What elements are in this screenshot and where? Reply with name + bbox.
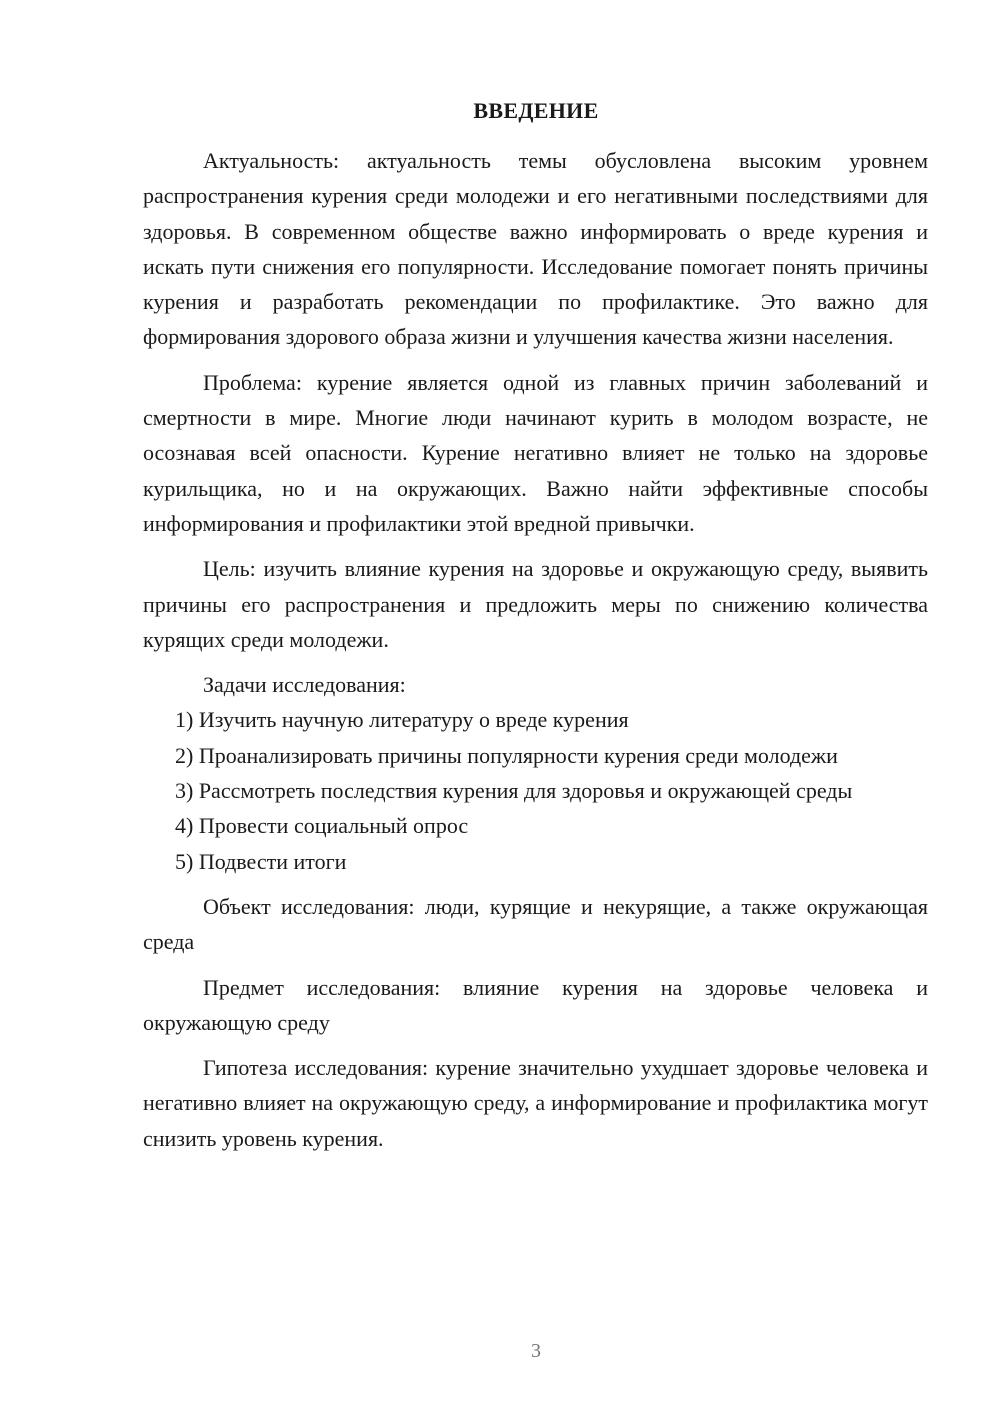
task-item: 5) Подвести итоги (175, 848, 347, 874)
tasks-heading: Задачи исследования: (203, 672, 406, 698)
task-item: 1) Изучить научную литературу о вреде курения (175, 707, 629, 733)
problem-paragraph: Проблема: курение является одной из главных причин заболеваний и смертности в мире. Многие люди начинают курить в молодом возрасте, не осознавая всей опасности. Курение негативно влияет не только на здоровье курильщика, но и на окружающих. Важно найти эффективные способы информирования и профилактики этой вредной привычки. (143, 369, 928, 536)
task-item: 3) Рассмотреть последствия курения для здоровья и окружающей среды (175, 778, 853, 804)
task-item: 4) Провести социальный опрос (175, 813, 469, 839)
goal-paragraph: Цель: изучить влияние курения на здоровье и окружающую среду, выявить причины его распространения и предложить меры по снижению количества курящих среди молодежи. (143, 556, 928, 652)
page-number: 3 (531, 1340, 541, 1362)
document-body (143, 143, 928, 1156)
task-item: 2) Проанализировать причины популярности курения среди молодежи (175, 742, 838, 768)
subject-paragraph: Предмет исследования: влияние курения на здоровье человека и окружающую среду (143, 974, 928, 1035)
section-title: ВВЕДЕНИЕ (473, 98, 599, 123)
hypothesis-paragraph: Гипотеза исследования: курение значительно ухудшает здоровье человека и негативно влияет на окружающую среду, а информирование и профилактика могут снизить уровень курения. (143, 1055, 928, 1151)
relevance-paragraph: Актуальность: актуальность темы обусловлена высоким уровнем распространения курения среди молодежи и его негативными последствиями для здоровья. В современном обществе важно информировать о вреде курения и искать пути снижения его популярности. Исследование помогает понять причины курения и разработать рекомендации по профилактике. Это важно для формирования здорового образа жизни и улучшения качества жизни населения. (143, 148, 928, 350)
object-paragraph: Объект исследования: люди, курящие и некурящие, а также окружающая среда (143, 893, 928, 955)
